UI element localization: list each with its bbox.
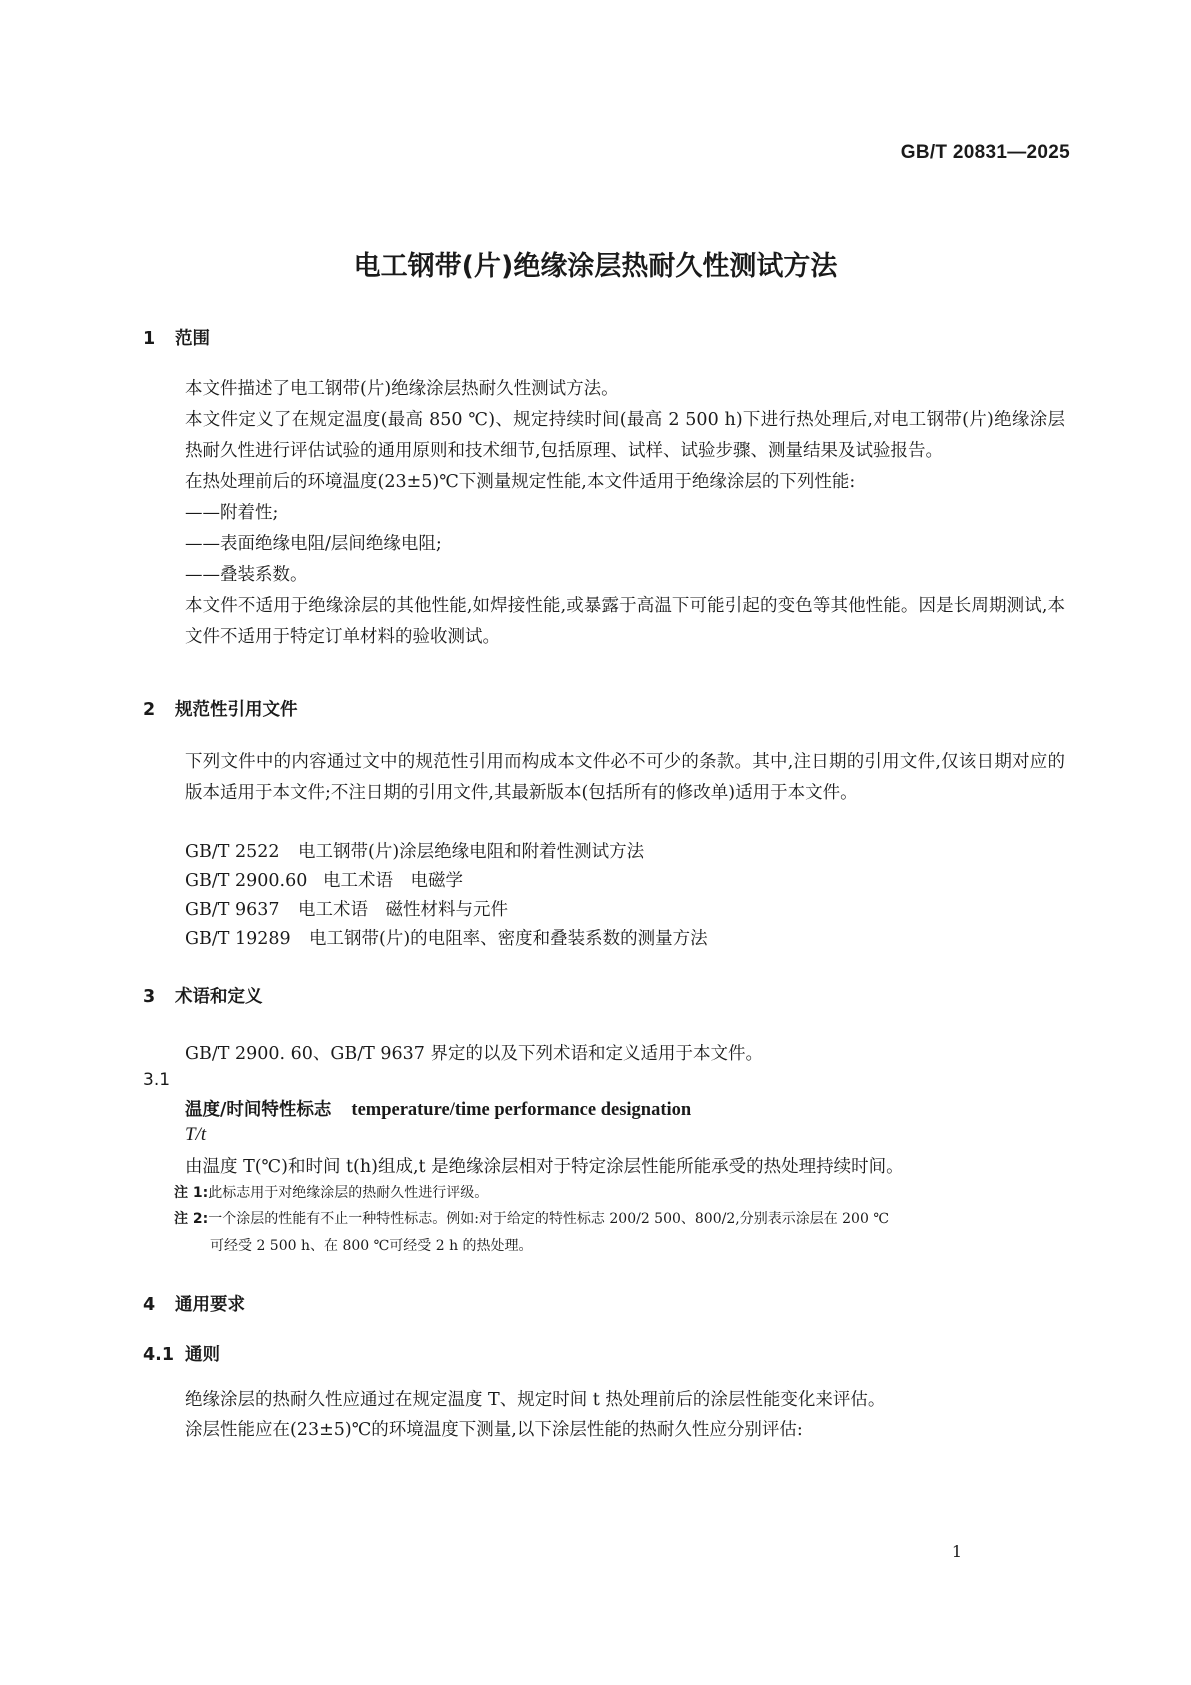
document-title: 电工钢带(片)绝缘涂层热耐久性测试方法 (353, 251, 838, 282)
reference-item (185, 925, 708, 950)
reference-title: 电工钢带(片)涂层绝缘电阻和附着性测试方法 (298, 842, 645, 862)
section-number: 1 (143, 329, 156, 349)
reference-item (185, 896, 508, 921)
reference-code: GB/T 9637 (185, 900, 280, 920)
reference-title: 电工钢带(片)的电阻率、密度和叠装系数的测量方法 (309, 929, 708, 949)
section-title: 通用要求 (175, 1295, 245, 1315)
reference-title: 电工术语 磁性材料与元件 (298, 900, 508, 920)
section-number: 4 (143, 1295, 156, 1315)
paragraph: 下列文件中的内容通过文中的规范性引用而构成本文件必不可少的条款。其中,注日期的引用文件,仅该日期对应的版本适用于本文件;不注日期的引用文件,其最新版本(包括所有的修改单)适用于本文件。 (185, 752, 1065, 803)
section-1-heading (143, 325, 210, 350)
paragraph: 本文件定义了在规定温度(最高 850 ℃)、规定持续时间(最高 2 500 h)下进行热处理后,对电工钢带(片)绝缘涂层热耐久性进行评估试验的通用原则和技术细节,包括原理、试样、试验步骤、测量结果及试验报告。 (185, 410, 1065, 461)
normative-references-paragraph (143, 747, 1065, 809)
note-1 (174, 1180, 1074, 1207)
standard-number: GB/T 20831—2025 (900, 142, 1070, 163)
note-label: 注 1: (174, 1185, 209, 1201)
section-number: 3 (143, 987, 156, 1007)
subsection-title: 通则 (185, 1345, 220, 1365)
list-item: ——叠装系数。 (185, 565, 308, 585)
paragraph: 本文件描述了电工钢带(片)绝缘涂层热耐久性测试方法。 (185, 379, 619, 399)
reference-item (185, 838, 644, 863)
page-number: 1 (951, 1542, 962, 1561)
scope-paragraph (143, 374, 1065, 653)
term-chinese: 温度/时间特性标志 (185, 1100, 332, 1120)
paragraph: 涂层性能应在(23±5)℃的环境温度下测量,以下涂层性能的热耐久性应分别评估: (185, 1420, 803, 1440)
note-text: 一个涂层的性能有不止一种特性标志。例如:对于给定的特性标志 200/2 500、800/2,分别表示涂层在 200 ℃ (208, 1211, 889, 1227)
list-item: ——表面绝缘电阻/层间绝缘电阻; (185, 534, 442, 554)
term-definition: 由温度 T(℃)和时间 t(h)组成,t 是绝缘涂层相对于特定涂层性能所能承受的热处理持续时间。 (185, 1157, 904, 1177)
section-title: 规范性引用文件 (175, 700, 298, 720)
subsection-4-1-heading (143, 1341, 220, 1366)
subsection-number: 4.1 (143, 1345, 175, 1365)
section-2-heading (143, 696, 298, 721)
section-number: 2 (143, 700, 156, 720)
paragraph: 在热处理前后的环境温度(23±5)℃下测量规定性能,本文件适用于绝缘涂层的下列性能: (185, 472, 856, 492)
section-3-heading (143, 983, 263, 1008)
note-2 (174, 1206, 1074, 1260)
note-continuation: 可经受 2 500 h、在 800 ℃可经受 2 h 的热处理。 (210, 1238, 533, 1254)
section-title: 术语和定义 (175, 987, 263, 1007)
section-title: 范围 (175, 329, 210, 349)
reference-title: 电工术语 电磁学 (323, 871, 463, 891)
note-label: 注 2: (174, 1211, 209, 1227)
section-4-heading (143, 1291, 245, 1316)
note-text: 此标志用于对绝缘涂层的热耐久性进行评级。 (208, 1185, 489, 1201)
reference-code: GB/T 2900.60 (185, 871, 308, 891)
paragraph: 绝缘涂层的热耐久性应通过在规定温度 T、规定时间 t 热处理前后的涂层性能变化来评估。 (185, 1390, 886, 1410)
term-symbol: T/t (185, 1124, 207, 1145)
term-english: temperature/time performance designation (351, 1100, 692, 1120)
terms-intro: GB/T 2900. 60、GB/T 9637 界定的以及下列术语和定义适用于本文件。 (185, 1044, 763, 1064)
term-entry (185, 1096, 691, 1121)
paragraph: 本文件不适用于绝缘涂层的其他性能,如焊接性能,或暴露于高温下可能引起的变色等其他性能。因是长周期测试,本文件不适用于特定订单材料的验收测试。 (185, 596, 1065, 647)
reference-item (185, 867, 463, 892)
list-item: ——附着性; (185, 503, 279, 523)
reference-code: GB/T 2522 (185, 842, 280, 862)
term-number: 3.1 (143, 1070, 171, 1090)
reference-code: GB/T 19289 (185, 929, 291, 949)
